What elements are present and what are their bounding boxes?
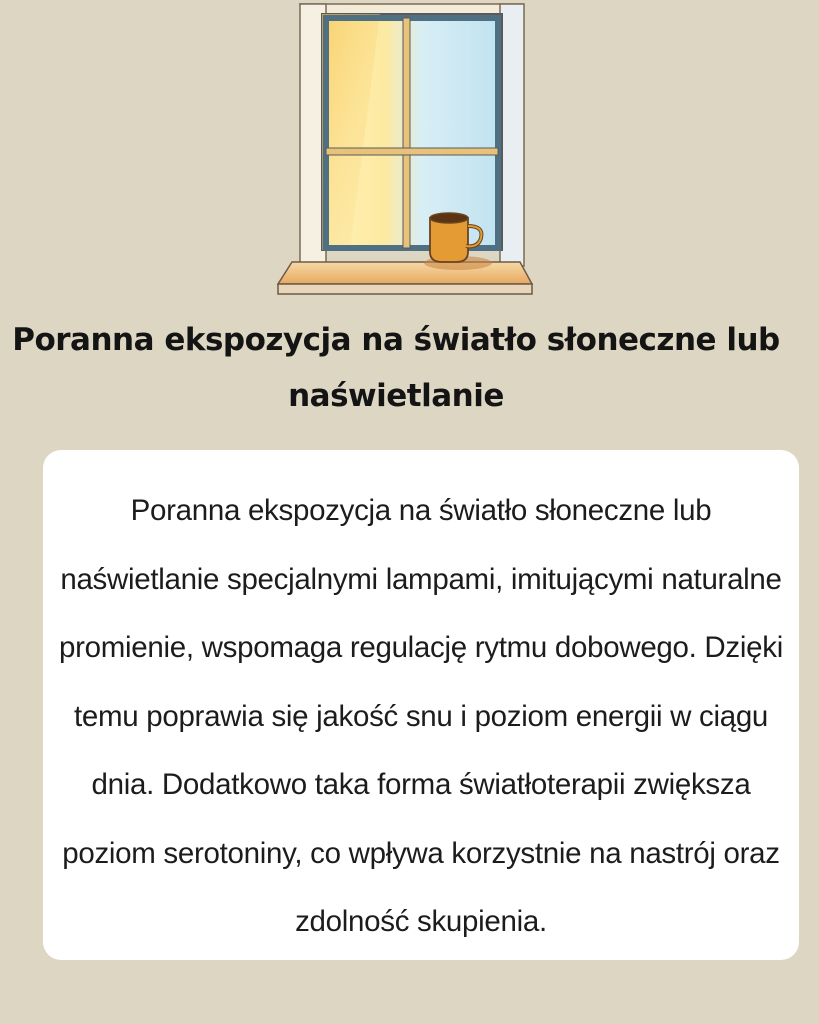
body-paragraph: Poranna ekspozycja na światło słoneczne lub naświetlanie specjalnymi lampami, imitującymi naturalne promienie, wspomaga regulację rytmu dobowego. Dzięki temu poprawia się jakość snu i poziom energii w ciągu dnia. Dodatkowo taka forma światłoterapii zwiększa poziom serotoniny, co wpływa korzystnie na nastrój oraz zdolność skupienia. bbox=[59, 494, 783, 938]
content-card bbox=[43, 450, 799, 960]
page-title: Poranna ekspozycja na światło słoneczne lub naświetlanie bbox=[12, 322, 780, 414]
window-with-coffee-cup-icon bbox=[270, 0, 540, 300]
